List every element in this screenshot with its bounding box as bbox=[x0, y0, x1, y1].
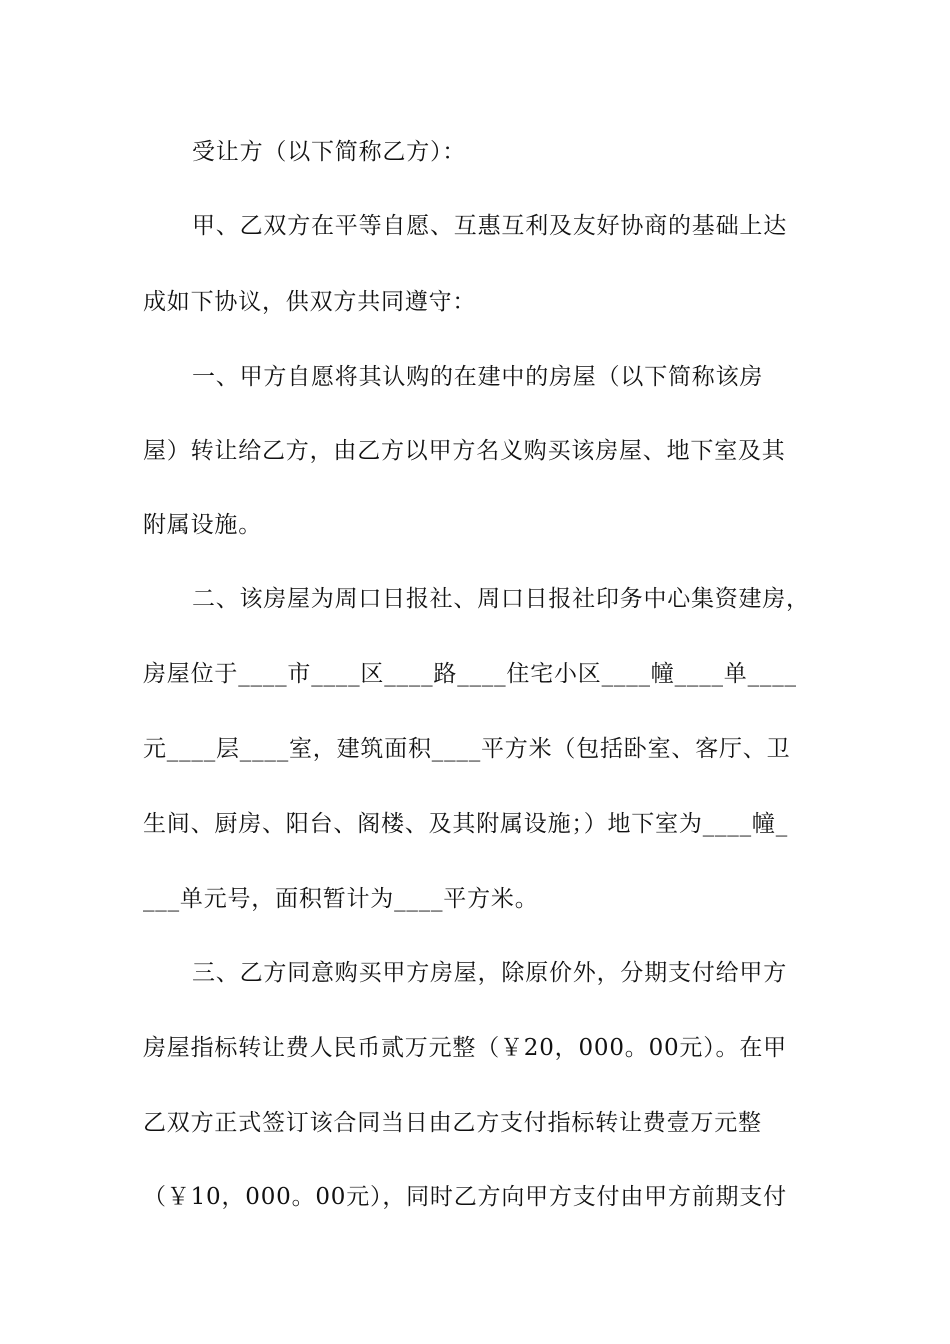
clause-3-line-3: 乙双方正式签订该合同当日由乙方支付指标转让费壹万元整 bbox=[143, 1110, 762, 1136]
clause-2-line-1: 二、该房屋为周口日报社、周口日报社印务中心集资建房， bbox=[192, 586, 810, 612]
party-b-line: 受让方（以下简称乙方）： bbox=[192, 139, 467, 165]
clause-1-line-1: 一、甲方自愿将其认购的在建中的房屋（以下简称该房 bbox=[192, 364, 764, 390]
clause-2-line-3: 元____层____室，建筑面积____平方米（包括卧室、客厅、卫 bbox=[143, 736, 791, 762]
clause-1-line-2: 屋）转让给乙方，由乙方以甲方名义购买该房屋、地下室及其 bbox=[143, 438, 786, 464]
clause-2-line-4: 生间、厨房、阳台、阁楼、及其附属设施；）地下室为____幢_ bbox=[143, 811, 788, 837]
clause-2-line-2: 房屋位于____市____区____路____住宅小区____幢____单____ bbox=[143, 661, 797, 687]
clause-1-line-3: 附属设施。 bbox=[143, 512, 262, 538]
clause-3-line-4: （￥10，000。00元），同时乙方向甲方支付由甲方前期支付 bbox=[143, 1184, 787, 1210]
clause-2-line-5: ___单元号，面积暂计为____平方米。 bbox=[143, 886, 539, 912]
clause-3-line-1: 三、乙方同意购买甲方房屋，除原价外，分期支付给甲方 bbox=[192, 960, 787, 986]
paragraph-intro-line-2: 成如下协议，供双方共同遵守： bbox=[143, 289, 477, 315]
clause-3-line-2: 房屋指标转让费人民币贰万元整（￥20，000。00元）。在甲 bbox=[143, 1035, 787, 1061]
paragraph-intro-line-1: 甲、乙双方在平等自愿、互惠互利及友好协商的基础上达 bbox=[192, 213, 787, 239]
